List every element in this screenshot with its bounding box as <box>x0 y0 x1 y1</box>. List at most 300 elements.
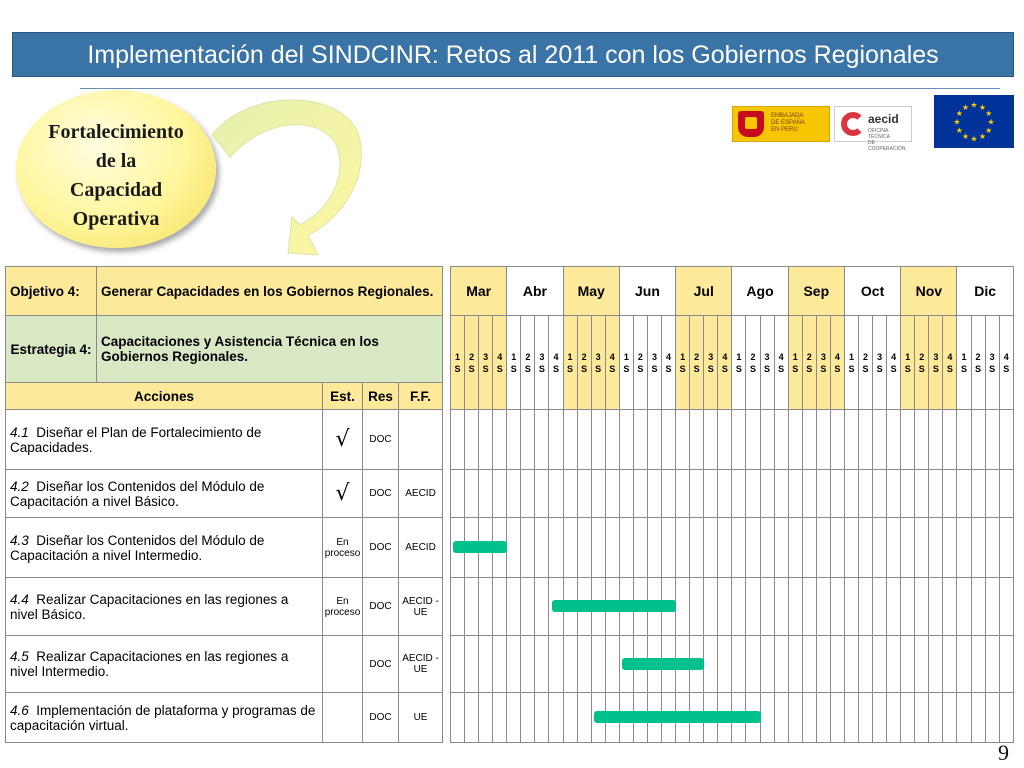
gantt-cell <box>676 518 690 578</box>
week-number: 1 <box>455 351 461 362</box>
res-cell: DOC <box>363 578 399 636</box>
gantt-cell <box>732 518 746 578</box>
week-suffix: S <box>960 363 967 374</box>
gantt-cell <box>957 518 971 578</box>
gantt-cell <box>999 410 1013 470</box>
callout-line: de la <box>95 150 137 172</box>
week-number: 2 <box>806 351 812 362</box>
gantt-cell <box>788 518 802 578</box>
gantt-cell <box>760 578 774 636</box>
action-cell <box>6 636 323 693</box>
gantt-cell <box>493 470 507 518</box>
gantt-cell <box>816 470 830 518</box>
gantt-cell <box>802 693 816 743</box>
gantt-cell <box>760 693 774 743</box>
gantt-cell <box>887 470 901 518</box>
gantt-cell <box>704 636 718 693</box>
gantt-cell <box>957 410 971 470</box>
week-suffix: S <box>975 363 982 374</box>
gantt-cell <box>535 578 549 636</box>
gantt-cell <box>858 410 872 470</box>
gantt-cell <box>746 470 760 518</box>
gantt-cell <box>619 410 633 470</box>
week-suffix: S <box>1003 363 1010 374</box>
gantt-cell <box>451 636 465 693</box>
week-suffix: S <box>806 363 813 374</box>
gantt-cell <box>633 470 647 518</box>
ff-cell: AECID - UE <box>399 636 443 693</box>
gantt-cell <box>507 578 521 636</box>
gantt-cell <box>999 693 1013 743</box>
action-number: 4.4 <box>10 591 29 607</box>
week-header <box>647 316 661 410</box>
page-number: 9 <box>998 740 1009 765</box>
res-cell: DOC <box>363 518 399 578</box>
gantt-cell <box>873 518 887 578</box>
month-header: Nov <box>901 267 957 316</box>
week-suffix: S <box>989 363 996 374</box>
gantt-cell <box>690 518 704 578</box>
gantt-cell <box>887 518 901 578</box>
week-header <box>943 316 957 410</box>
gantt-cell <box>999 578 1013 636</box>
ff-cell: AECID - UE <box>399 578 443 636</box>
gantt-cell <box>535 470 549 518</box>
week-header <box>873 316 887 410</box>
eu-star-icon: ★ <box>978 102 987 112</box>
gantt-cell <box>479 578 493 636</box>
gantt-cell <box>830 636 844 693</box>
gantt-cell <box>858 470 872 518</box>
gantt-cell <box>844 578 858 636</box>
gantt-cell <box>535 410 549 470</box>
week-suffix: S <box>932 363 939 374</box>
logo-text: EMBAJADA <box>771 113 804 119</box>
strategy-label: Estrategia 4: <box>6 316 97 383</box>
gantt-cell <box>591 518 605 578</box>
week-suffix: S <box>524 363 531 374</box>
gantt-cell <box>858 636 872 693</box>
gantt-cell <box>943 578 957 636</box>
gantt-cell <box>732 636 746 693</box>
week-header <box>901 316 915 410</box>
week-number: 2 <box>919 351 925 362</box>
week-number: 2 <box>581 351 587 362</box>
gantt-cell <box>718 518 732 578</box>
action-number: 4.5 <box>10 649 29 664</box>
gantt-cell <box>873 410 887 470</box>
gantt-cell <box>465 470 479 518</box>
objective-text: Generar Capacidades en los Gobiernos Regionales. <box>97 267 443 316</box>
gantt-cell <box>549 636 563 693</box>
week-header <box>830 316 844 410</box>
gantt-cell <box>957 636 971 693</box>
gantt-cell <box>816 518 830 578</box>
table-row <box>6 578 443 636</box>
gantt-cell <box>858 518 872 578</box>
gantt-cell <box>830 693 844 743</box>
gantt-cell <box>690 410 704 470</box>
table-row <box>6 693 443 743</box>
action-text: Realizar Capacitaciones en las regiones a nivel Básico. <box>10 591 289 622</box>
month-header: Mar <box>451 267 507 316</box>
month-header: May <box>563 267 619 316</box>
gantt-cell <box>929 693 943 743</box>
curved-arrow-icon <box>200 95 380 265</box>
week-header <box>577 316 591 410</box>
week-number: 1 <box>961 351 967 362</box>
ff-cell: UE <box>399 693 443 743</box>
week-header <box>971 316 985 410</box>
gantt-cell <box>901 470 915 518</box>
gantt-cell <box>647 470 661 518</box>
week-header <box>676 316 690 410</box>
week-number: 1 <box>680 351 686 362</box>
gantt-cell <box>760 636 774 693</box>
week-number: 3 <box>539 351 545 362</box>
action-number: 4.3 <box>10 532 29 548</box>
eu-star-icon: ★ <box>978 132 987 142</box>
eu-star-icon: ★ <box>970 100 978 110</box>
gantt-cell <box>943 693 957 743</box>
eu-star-icon: ★ <box>955 109 963 118</box>
eu-star-icon: ★ <box>985 109 993 118</box>
gantt-cell <box>971 470 985 518</box>
month-header: Sep <box>788 267 844 316</box>
gantt-bar <box>622 658 704 670</box>
action-cell <box>6 470 323 518</box>
week-header <box>985 316 999 410</box>
week-suffix: S <box>749 363 756 374</box>
gantt-cell <box>901 636 915 693</box>
gantt-cell <box>521 636 535 693</box>
week-header <box>858 316 872 410</box>
gantt-cell <box>563 470 577 518</box>
gantt-cell <box>816 578 830 636</box>
gantt-cell <box>704 518 718 578</box>
gantt-cell <box>563 410 577 470</box>
gantt-cell <box>577 693 591 743</box>
week-number: 4 <box>778 351 784 362</box>
action-cell <box>6 693 323 743</box>
month-header: Jul <box>676 267 732 316</box>
eu-star-icon: ★ <box>970 134 978 144</box>
week-header <box>746 316 760 410</box>
callout-line: Capacidad <box>69 179 163 201</box>
gantt-cell <box>493 636 507 693</box>
gantt-cell <box>873 470 887 518</box>
gantt-cell <box>985 693 999 743</box>
week-header <box>662 316 676 410</box>
gantt-cell <box>915 410 929 470</box>
week-number: 4 <box>947 351 953 362</box>
week-suffix: S <box>665 363 672 374</box>
header-ff: F.F. <box>399 383 443 410</box>
action-text: Implementación de plataforma y programas de capacitación virtual. <box>10 702 316 733</box>
res-cell: DOC <box>363 470 399 518</box>
gantt-cell <box>465 578 479 636</box>
gantt-cell <box>465 636 479 693</box>
strategy-text: Capacitaciones y Asistencia Técnica en los Gobiernos Regionales. <box>97 316 443 383</box>
logo-text: DE ESPAÑA <box>771 120 805 126</box>
week-header <box>690 316 704 410</box>
gantt-cell <box>901 410 915 470</box>
gantt-cell <box>858 578 872 636</box>
gantt-cell <box>985 470 999 518</box>
gantt-cell <box>929 410 943 470</box>
gantt-cell <box>647 518 661 578</box>
gantt-cell <box>774 578 788 636</box>
week-suffix: S <box>651 363 658 374</box>
week-header <box>802 316 816 410</box>
week-suffix: S <box>637 363 644 374</box>
week-number: 4 <box>609 351 615 362</box>
week-header <box>704 316 718 410</box>
gantt-cell <box>521 518 535 578</box>
week-suffix: S <box>538 363 545 374</box>
gantt-cell <box>844 636 858 693</box>
week-header <box>465 316 479 410</box>
week-suffix: S <box>890 363 897 374</box>
logo-text: DE COOPERACIÓN <box>868 140 906 152</box>
gantt-cell <box>676 578 690 636</box>
gantt-row <box>451 470 1014 518</box>
gantt-cell <box>549 470 563 518</box>
week-suffix: S <box>693 363 700 374</box>
gantt-cell <box>816 636 830 693</box>
week-header <box>605 316 619 410</box>
gantt-cell <box>746 410 760 470</box>
month-header: Ago <box>732 267 788 316</box>
gantt-cell <box>591 470 605 518</box>
gantt-cell <box>858 693 872 743</box>
gantt-cell <box>901 693 915 743</box>
week-suffix: S <box>735 363 742 374</box>
gantt-cell <box>493 410 507 470</box>
week-suffix: S <box>848 363 855 374</box>
gantt-cell <box>957 470 971 518</box>
week-header <box>816 316 830 410</box>
gantt-cell <box>591 636 605 693</box>
gantt-cell <box>732 470 746 518</box>
gantt-cell <box>887 578 901 636</box>
week-suffix: S <box>482 363 489 374</box>
eu-star-icon: ★ <box>987 117 995 127</box>
gantt-cell <box>985 578 999 636</box>
gantt-cell <box>929 636 943 693</box>
gantt-cell <box>521 470 535 518</box>
gantt-cell <box>887 410 901 470</box>
gantt-cell <box>577 636 591 693</box>
gantt-cell <box>887 693 901 743</box>
gantt-cell <box>746 636 760 693</box>
gantt-cell <box>788 578 802 636</box>
week-number: 4 <box>666 351 672 362</box>
week-suffix: S <box>904 363 911 374</box>
table-row <box>6 410 443 470</box>
gantt-cell <box>901 578 915 636</box>
week-suffix: S <box>946 363 953 374</box>
gantt-cell <box>619 470 633 518</box>
week-header <box>929 316 943 410</box>
res-cell: DOC <box>363 693 399 743</box>
gantt-cell <box>887 636 901 693</box>
week-number: 4 <box>1003 351 1009 362</box>
gantt-cell <box>521 410 535 470</box>
status-cell: En proceso <box>323 518 363 578</box>
gantt-cell <box>985 518 999 578</box>
week-suffix: S <box>862 363 869 374</box>
gantt-cell <box>493 693 507 743</box>
gantt-cell <box>844 693 858 743</box>
gantt-cell <box>479 693 493 743</box>
gantt-cell <box>746 578 760 636</box>
gantt-cell <box>732 578 746 636</box>
week-number: 4 <box>553 351 559 362</box>
gantt-cell <box>830 578 844 636</box>
eu-star-icon: ★ <box>953 117 961 127</box>
gantt-cell <box>507 470 521 518</box>
week-number: 1 <box>567 351 573 362</box>
gantt-cell <box>507 410 521 470</box>
gantt-cell <box>901 518 915 578</box>
week-number: 3 <box>651 351 657 362</box>
gantt-cell <box>535 518 549 578</box>
logo-text: OFICINA TÉCNICA <box>868 128 890 140</box>
gantt-cell <box>451 470 465 518</box>
week-suffix: S <box>468 363 475 374</box>
week-number: 3 <box>764 351 770 362</box>
gantt-cell <box>816 693 830 743</box>
week-suffix: S <box>721 363 728 374</box>
gantt-cell <box>802 470 816 518</box>
gantt-cell <box>999 518 1013 578</box>
gantt-cell <box>647 410 661 470</box>
eu-flag-icon <box>934 95 1014 148</box>
gantt-cell <box>943 636 957 693</box>
gantt-cell <box>563 518 577 578</box>
week-number: 2 <box>637 351 643 362</box>
header-est: Est. <box>323 383 363 410</box>
action-cell <box>6 518 323 578</box>
week-number: 2 <box>694 351 700 362</box>
gantt-cell <box>549 410 563 470</box>
gantt-cell <box>591 410 605 470</box>
week-number: 3 <box>483 351 489 362</box>
gantt-cell <box>873 693 887 743</box>
header-res: Res <box>363 383 399 410</box>
gantt-cell <box>605 410 619 470</box>
week-number: 1 <box>623 351 629 362</box>
week-header <box>619 316 633 410</box>
gantt-cell <box>929 518 943 578</box>
gantt-cell <box>830 470 844 518</box>
gantt-cell <box>802 636 816 693</box>
week-number: 4 <box>834 351 840 362</box>
gantt-cell <box>704 578 718 636</box>
gantt-cell <box>549 693 563 743</box>
week-number: 1 <box>511 351 517 362</box>
gantt-cell <box>521 578 535 636</box>
aecid-logo <box>834 106 912 152</box>
aecid-c-icon <box>841 112 865 136</box>
gantt-cell <box>873 636 887 693</box>
gantt-cell <box>662 470 676 518</box>
gantt-bar <box>552 600 677 612</box>
gantt-cell <box>971 410 985 470</box>
month-header: Dic <box>957 267 1013 316</box>
gantt-cell <box>971 518 985 578</box>
gantt-cell <box>577 518 591 578</box>
week-suffix: S <box>454 363 461 374</box>
status-cell: √ <box>323 470 363 518</box>
gantt-cell <box>718 636 732 693</box>
gantt-cell <box>929 470 943 518</box>
week-suffix: S <box>552 363 559 374</box>
slide-title: Implementación del SINDCINR: Retos al 2011 con los Gobiernos Regionales <box>12 32 1014 77</box>
gantt-cell <box>479 410 493 470</box>
action-cell <box>6 410 323 470</box>
week-suffix: S <box>510 363 517 374</box>
action-cell <box>6 578 323 636</box>
gantt-cell <box>943 470 957 518</box>
eu-star-icon: ★ <box>955 126 963 135</box>
gantt-cell <box>999 636 1013 693</box>
week-header <box>493 316 507 410</box>
header-acciones: Acciones <box>6 383 323 410</box>
week-header <box>479 316 493 410</box>
week-suffix: S <box>792 363 799 374</box>
gantt-cell <box>774 470 788 518</box>
gantt-cell <box>802 578 816 636</box>
gantt-cell <box>844 470 858 518</box>
gantt-cell <box>915 693 929 743</box>
gantt-cell <box>521 693 535 743</box>
week-number: 4 <box>891 351 897 362</box>
gantt-cell <box>971 636 985 693</box>
week-number: 3 <box>708 351 714 362</box>
gantt-cell <box>605 470 619 518</box>
action-text: Diseñar los Contenidos del Módulo de Capacitación a nivel Básico. <box>10 478 265 509</box>
gantt-cell <box>830 518 844 578</box>
week-number: 3 <box>989 351 995 362</box>
week-header <box>774 316 788 410</box>
gantt-cell <box>718 410 732 470</box>
gantt-bar <box>453 541 507 553</box>
week-number: 3 <box>595 351 601 362</box>
gantt-cell <box>760 518 774 578</box>
action-number: 4.6 <box>10 702 29 718</box>
gantt-cell <box>873 578 887 636</box>
week-header <box>535 316 549 410</box>
gantt-cell <box>985 410 999 470</box>
gantt-cell <box>619 518 633 578</box>
embassy-spain-logo <box>732 106 830 142</box>
week-header <box>760 316 774 410</box>
coat-of-arms-icon <box>738 111 764 137</box>
table-row <box>6 636 443 693</box>
week-suffix: S <box>496 363 503 374</box>
week-header <box>999 316 1013 410</box>
gantt-cell <box>690 578 704 636</box>
gantt-cell <box>493 578 507 636</box>
month-header: Abr <box>507 267 563 316</box>
gantt-cell <box>774 518 788 578</box>
eu-star-icon: ★ <box>985 126 993 135</box>
gantt-cell <box>844 410 858 470</box>
week-header <box>788 316 802 410</box>
week-suffix: S <box>623 363 630 374</box>
